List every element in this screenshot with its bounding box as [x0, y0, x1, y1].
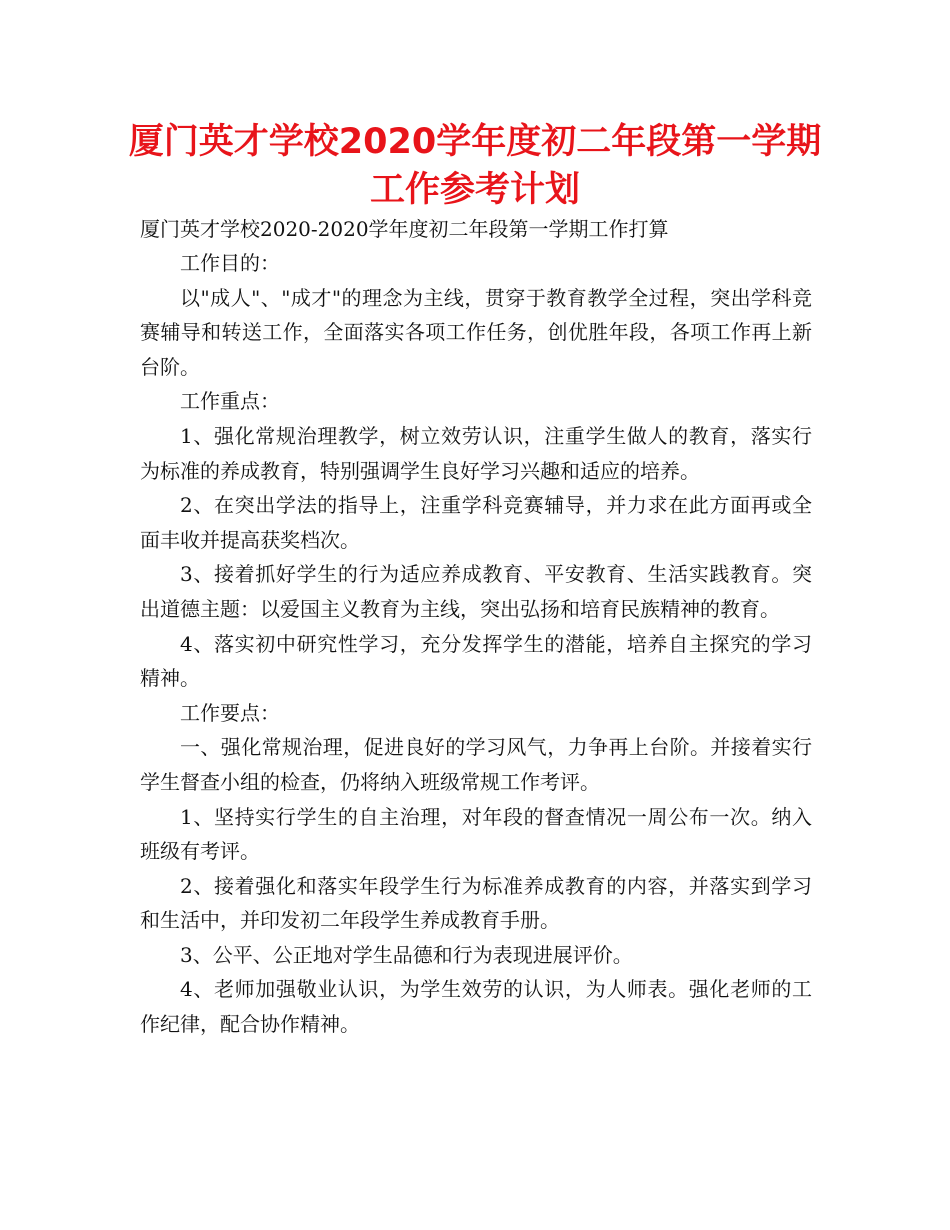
- paragraph-point-4: 4、老师加强敬业认识，为学生效劳的认识，为人师表。强化老师的工作纪律，配合协作精神。: [140, 977, 812, 1037]
- document-subtitle: 厦门英才学校2020-2020学年度初二年段第一学期工作打算: [140, 217, 669, 241]
- paragraph-point-1: 1、坚持实行学生的自主治理，对年段的督查情况一周公布一次。纳入班级有考评。: [140, 804, 812, 864]
- heading-work-goal: 工作目的：: [180, 251, 280, 275]
- document-body: [140, 212, 812, 1042]
- paragraph-focus-4: 4、落实初中研究性学习，充分发挥学生的潜能，培养自主探究的学习精神。: [140, 631, 812, 691]
- paragraph-focus-2: 2、在突出学法的指导上，注重学科竞赛辅导，并力求在此方面再或全面丰收并提高获奖档次。: [140, 493, 812, 552]
- paragraph-goal: 以"成人"、"成才"的理念为主线，贯穿于教育教学全过程，突出学科竞赛辅导和转送工作，全面落实各项工作任务，创优胜年段，各项工作再上新台阶。: [140, 285, 812, 379]
- heading-work-focus: 工作重点：: [180, 389, 280, 414]
- heading-work-points: 工作要点：: [180, 700, 280, 725]
- paragraph-point-3: 3、公平、公正地对学生品德和行为表现进展评价。: [180, 942, 633, 967]
- paragraph-focus-3: 3、接着抓好学生的行为适应养成教育、平安教育、生活实践教育。突出道德主题：以爱国主义教育为主线，突出弘扬和培育民族精神的教育。: [140, 562, 812, 621]
- paragraph-point-2: 2、接着强化和落实年段学生行为标准养成教育的内容，并落实到学习和生活中，并印发初二年段学生养成教育手册。: [140, 873, 812, 933]
- document-title: 厦门英才学校2020学年度初二年段第一学期工作参考计划: [128, 122, 822, 210]
- paragraph-focus-1: 1、强化常规治理教学，树立效劳认识，注重学生做人的教育，落实行为标准的养成教育，特别强调学生良好学习兴趣和适应的培养。: [140, 423, 812, 483]
- paragraph-point-main-1: 一、强化常规治理，促进良好的学习风气，力争再上台阶。并接着实行学生督查小组的检查，仍将纳入班级常规工作考评。: [140, 735, 812, 794]
